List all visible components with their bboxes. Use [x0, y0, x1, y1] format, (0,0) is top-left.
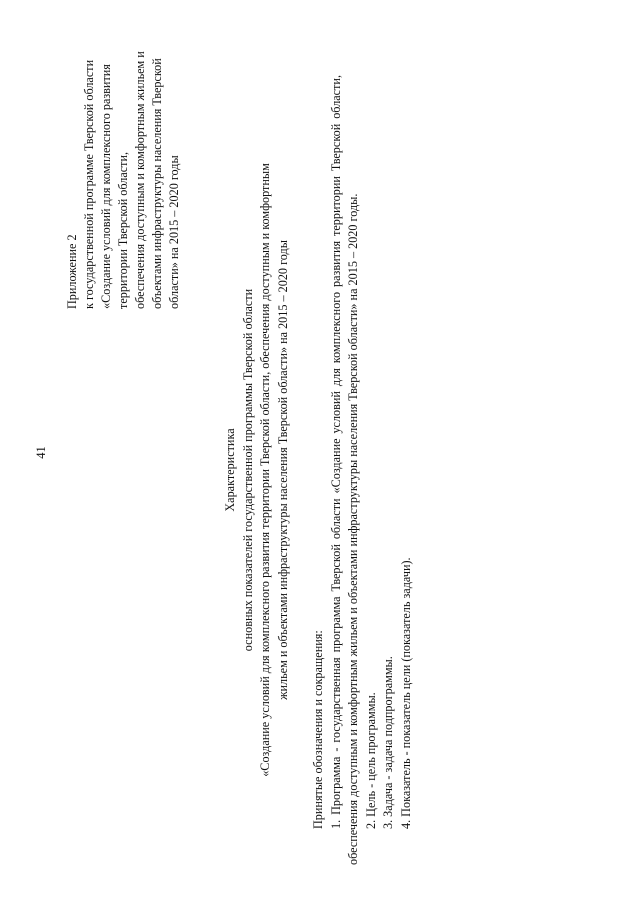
abbreviations-intro: Принятые обозначения и сокращения:: [311, 630, 325, 829]
heading-line: основных показателей государственной программы Тверской области: [240, 288, 255, 652]
heading-line: жильем и объектами инфраструктуры населения Тверской области» на 2015 – 2020 годы: [275, 240, 290, 700]
appendix-line: объектами инфраструктуры населения Тверской: [150, 58, 164, 309]
appendix-line: «Создание условий для комплексного развития: [99, 64, 113, 309]
page-number: 41: [34, 446, 48, 459]
abbreviation-item-program: [328, 75, 363, 865]
abbreviation-item-indicator: 4. Показатель - показатель цели (показатель задачи).: [398, 557, 413, 829]
appendix-line: к государственной программе Тверской области: [82, 59, 96, 309]
heading-line: «Создание условий для комплексного развития территории Тверской области, обеспечения доступным и комфортным: [258, 163, 272, 777]
body-text: [310, 75, 415, 865]
abbreviation-item-text: 1. Программа - государственная программа Тверской области «Создание условий для комплексного развития территории Тверской области, обеспечения доступным и комфортным жильем и объектами инфраструктуры населения Тверской области» на 2015 – 2020 годы.: [328, 75, 360, 865]
appendix-line: области» на 2015 – 2020 годы: [167, 155, 181, 309]
document-heading: [222, 55, 292, 885]
appendix-line: территории Тверской области,: [116, 151, 130, 309]
appendix-block: [64, 9, 183, 309]
heading-title: Характеристика: [223, 428, 237, 512]
abbreviation-item-goal: 2. Цель - цель программы.: [363, 692, 378, 829]
appendix-line: Приложение 2: [65, 234, 79, 309]
abbreviation-item-task: 3. Задача - задача подпрограммы.: [381, 656, 395, 829]
appendix-line: обеспечения доступным и комфортным жильем и: [133, 51, 147, 309]
